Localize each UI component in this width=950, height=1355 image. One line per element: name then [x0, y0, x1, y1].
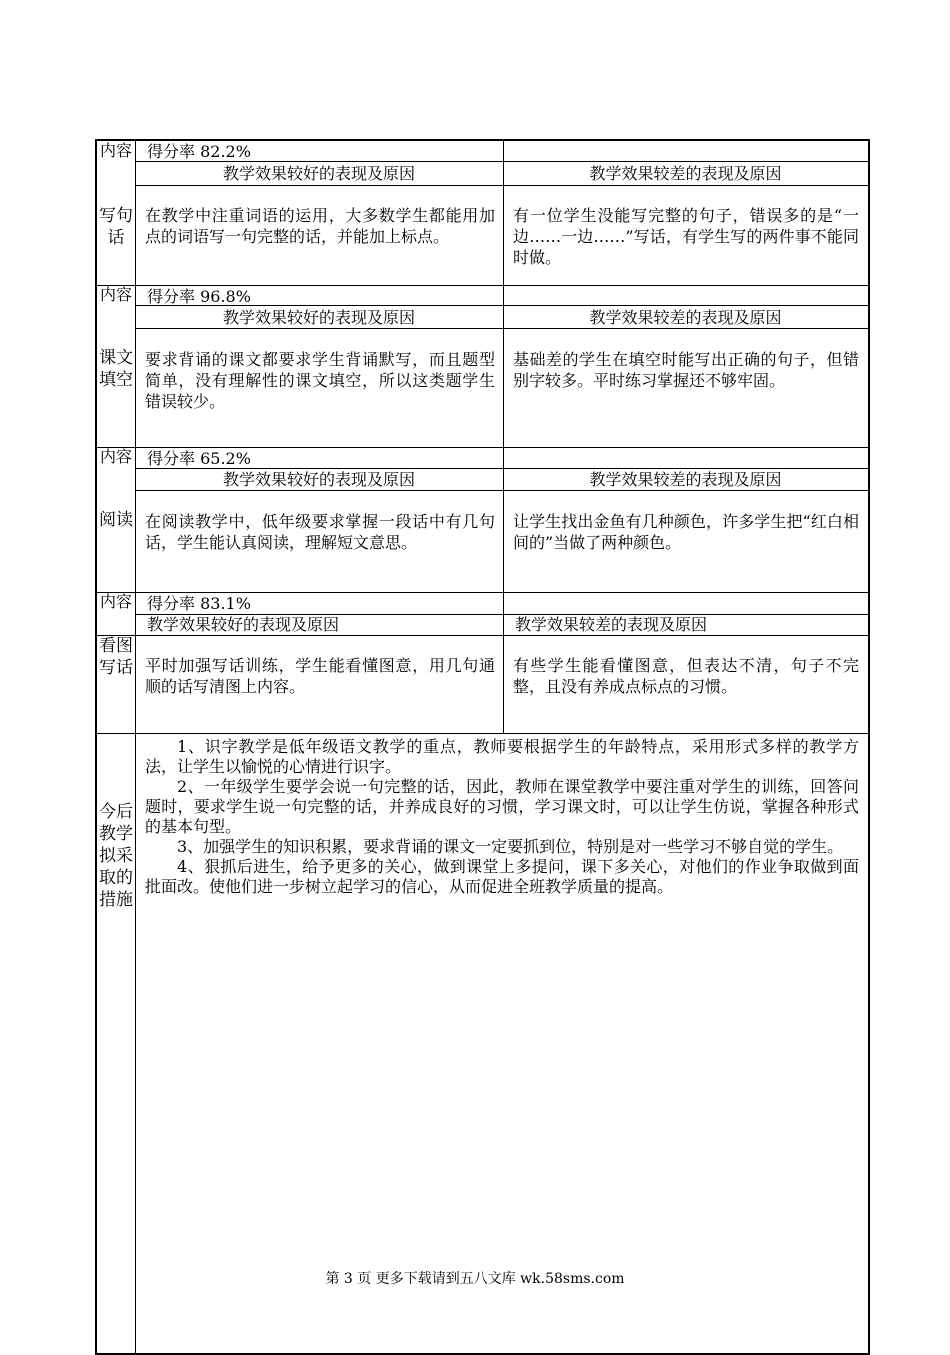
- topic-label: 课文填空: [99, 348, 133, 390]
- poor-effect-text: 有些学生能看懂图意，但表达不清，句子不完整，且没有养成点标点的习惯。: [513, 656, 859, 696]
- score-rate: 得分率 82.2%: [147, 142, 251, 161]
- content-label: 内容: [99, 285, 132, 304]
- score-rate: 得分率 96.8%: [147, 287, 251, 306]
- good-effect-header: 教学效果较好的表现及原因: [147, 615, 340, 634]
- measure-paragraph: 3、加强学生的知识积累，要求背诵的课文一定要抓到位，特别是对一些学习不够自觉的学生。: [177, 837, 844, 856]
- topic-label: 阅读: [99, 510, 133, 530]
- row-divider: [97, 635, 868, 636]
- content-label: 内容: [99, 141, 132, 160]
- good-effect-text: 在教学中注重词语的运用，大多数学生都能用加点的词语写一句完整的话，并能加上标点。: [145, 206, 495, 246]
- good-effect-header: 教学效果较好的表现及原因: [222, 470, 415, 489]
- measure-paragraph: 2、一年级学生要学会说一句完整的话，因此，教师在课堂教学中要注重对学生的训练，回答问题时，要求学生说一句完整的话，并养成良好的习惯，学习课文时，可以让学生仿说，掌握各种形式的基本句型。: [145, 777, 859, 836]
- poor-effect-header: 教学效果较差的表现及原因: [589, 470, 782, 489]
- evaluation-table: [95, 139, 870, 1355]
- poor-effect-text: 基础差的学生在填空时能写出正确的句子，但错别字较多。平时练习掌握还不够牢固。: [513, 350, 859, 390]
- poor-effect-text: 让学生找出金鱼有几种颜色，许多学生把“红白相间的”当做了两种颜色。: [513, 512, 859, 552]
- poor-effect-header: 教学效果较差的表现及原因: [589, 164, 782, 183]
- row-divider: [135, 185, 868, 186]
- topic-label: 写句话: [99, 206, 133, 248]
- score-rate: 得分率 83.1%: [147, 594, 251, 613]
- good-effect-text: 要求背诵的课文都要求学生背诵默写，而且题型简单，没有理解性的课文填空，所以这类题学生错误较少。: [145, 350, 495, 411]
- poor-effect-header: 教学效果较差的表现及原因: [515, 615, 708, 634]
- poor-effect-text: 有一位学生没能写完整的句子，错误多的是“一边……一边……”写话，有学生写的两件事不能同时做。: [513, 206, 859, 267]
- measures-label: 今后教学拟采取的措施: [99, 802, 133, 910]
- row-divider: [97, 733, 868, 734]
- topic-label: 看图写话: [99, 636, 133, 678]
- page-footer: 第 3 页 更多下载请到五八文库 wk.58sms.com: [325, 1271, 625, 1287]
- score-rate: 得分率 65.2%: [147, 449, 251, 468]
- good-effect-text: 平时加强写话训练，学生能看懂图意，用几句通顺的话写清图上内容。: [145, 656, 495, 696]
- poor-effect-header: 教学效果较差的表现及原因: [589, 308, 782, 327]
- good-effect-text: 在阅读教学中，低年级要求掌握一段话中有几句话，学生能认真阅读，理解短文意思。: [145, 512, 495, 552]
- good-effect-header: 教学效果较好的表现及原因: [222, 164, 415, 183]
- measures-content: [145, 737, 859, 897]
- column-divider-middle: [503, 141, 504, 733]
- content-label: 内容: [99, 447, 132, 466]
- row-divider: [135, 328, 868, 329]
- measure-paragraph: 4、狠抓后进生，给予更多的关心，做到课堂上多提问，课下多关心，对他们的作业争取做到面批面改。使他们进一步树立起学习的信心，从而促进全班教学质量的提高。: [145, 857, 859, 896]
- measure-paragraph: 1、识字教学是低年级语文教学的重点，教师要根据学生的年龄特点，采用形式多样的教学方法，让学生以愉悦的心情进行识字。: [145, 737, 859, 776]
- content-label: 内容: [99, 592, 132, 611]
- good-effect-header: 教学效果较好的表现及原因: [222, 308, 415, 327]
- row-divider: [135, 490, 868, 491]
